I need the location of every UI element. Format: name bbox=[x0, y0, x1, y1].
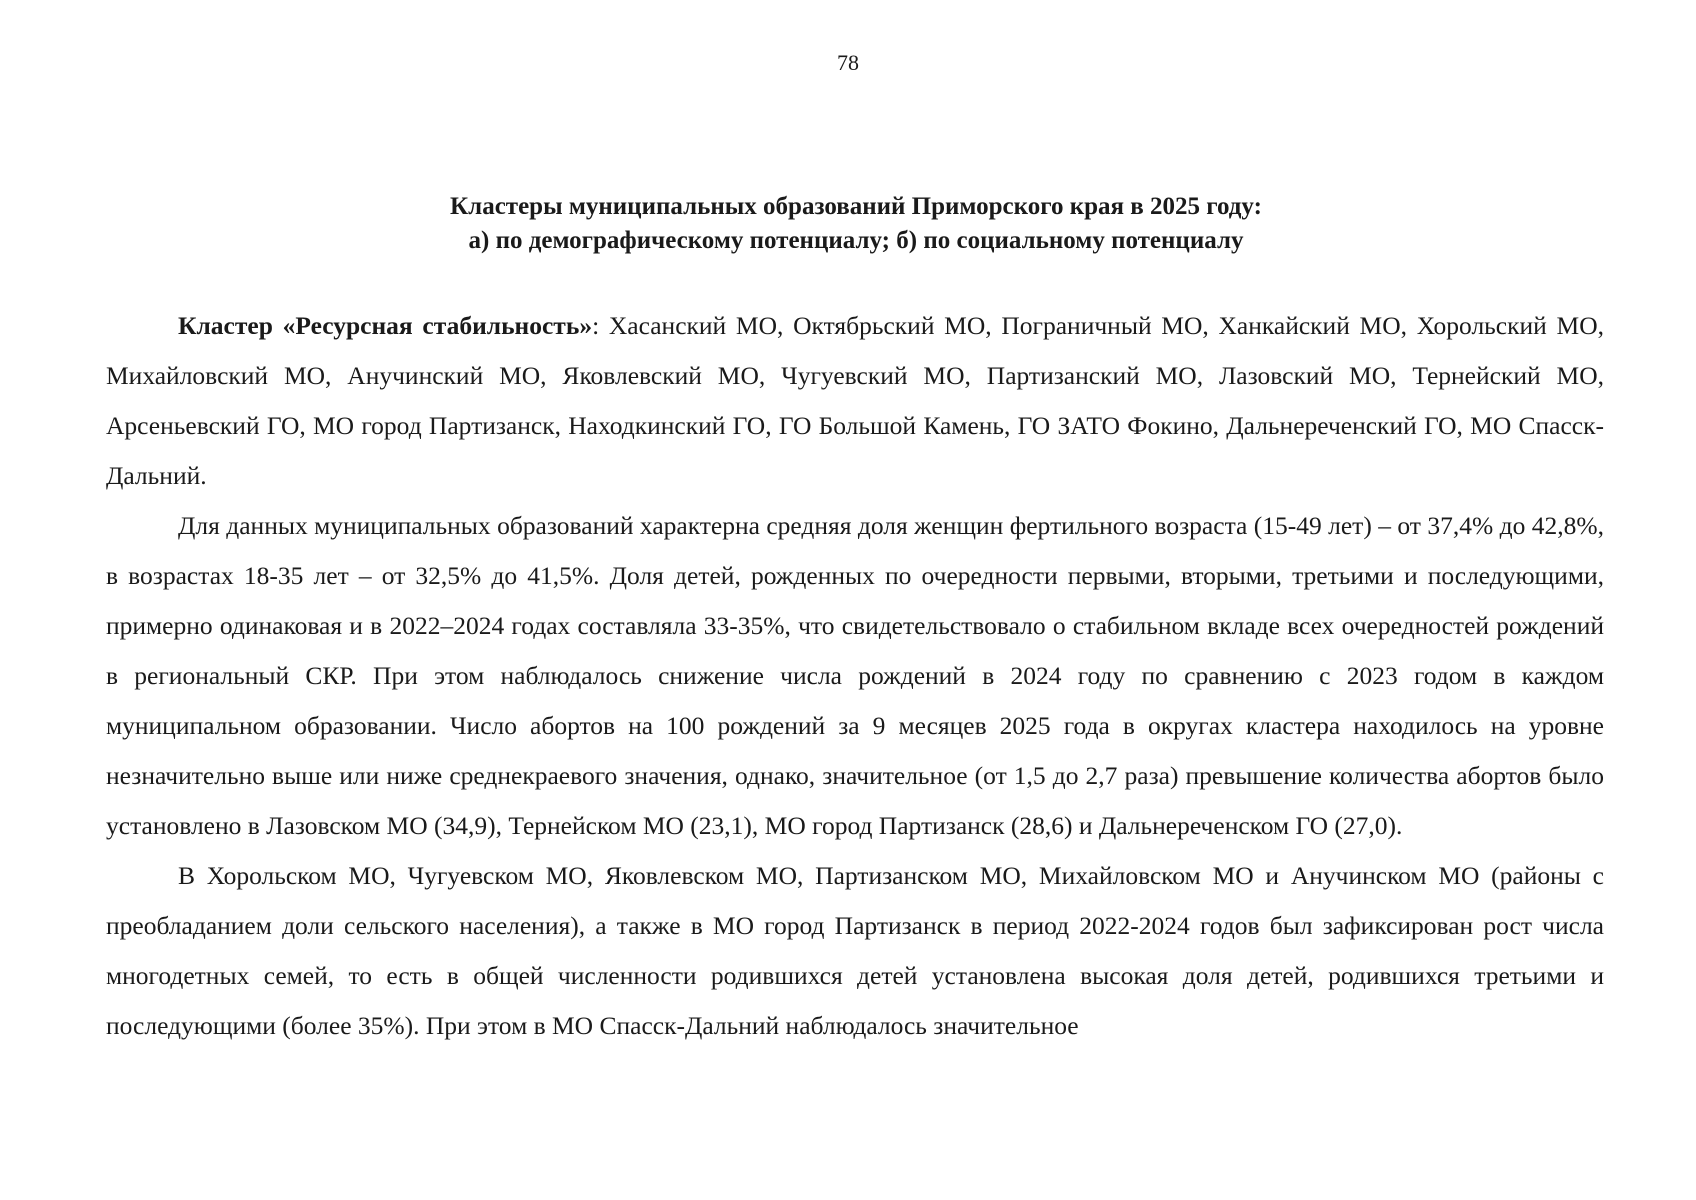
paragraph-cluster-list bbox=[106, 301, 1604, 501]
paragraph-demographics: Для данных муниципальных образований характерна средняя доля женщин фертильного возраста (15-49 лет) – от 37,4% до 42,8%, в возрастах 18-35 лет – от 32,5% до 41,5%. Доля детей, рожденных по очередности первыми, вторыми, третьими и последующими, примерно одинаковая и в 2022–2024 годах составляла 33-35%, что свидетельствовало о стабильном вкладе всех очередностей рождений в региональный СКР. При этом наблюдалось снижение числа рождений в 2024 году по сравнению с 2023 годом в каждом муниципальном образовании. Число абортов на 100 рождений за 9 месяцев 2025 года в округах кластера находилось на уровне незначительно выше или ниже среднекраевого значения, однако, значительное (от 1,5 до 2,7 раза) превышение количества абортов было установлено в Лазовском МО (34,9), Тернейском МО (23,1), МО город Партизанск (28,6) и Дальнереченском ГО (27,0). bbox=[106, 511, 1604, 840]
paragraph-large-families: В Хорольском МО, Чугуевском МО, Яковлевском МО, Партизанском МО, Михайловском МО и Анучинском МО (районы с преобладанием доли сельского населения), а также в МО город Партизанск в период 2022-2024 годов был зафиксирован рост числа многодетных семей, то есть в общей численности родившихся детей установлена высокая доля детей, родившихся третьими и последующими (более 35%). При этом в МО Спасск-Дальний наблюдалось значительное bbox=[106, 861, 1604, 1040]
section-title-line-2: а) по демографическому потенциалу; б) по социальному потенциалу bbox=[468, 227, 1244, 254]
cluster-members: : Хасанский МО, Октябрьский МО, Пограничный МО, Ханкайский МО, Хорольский МО, Михайловский МО, Анучинский МО, Яковлевский МО, Чугуевский МО, Партизанский МО, Лазовский МО, Тернейский МО, Арсеньевский ГО, МО город Партизанск, Находкинский ГО, ГО Большой Камень, ГО ЗАТО Фокино, Дальнереченский ГО, МО Спасск-Дальний. bbox=[106, 311, 1604, 490]
section-title-line-1: Кластеры муниципальных образований Приморского края в 2025 году: bbox=[450, 193, 1262, 220]
page-number: 78 bbox=[837, 50, 859, 75]
cluster-name: Кластер «Ресурсная стабильность» bbox=[178, 311, 593, 340]
body-text bbox=[106, 301, 1604, 1051]
section-title bbox=[106, 190, 1606, 258]
